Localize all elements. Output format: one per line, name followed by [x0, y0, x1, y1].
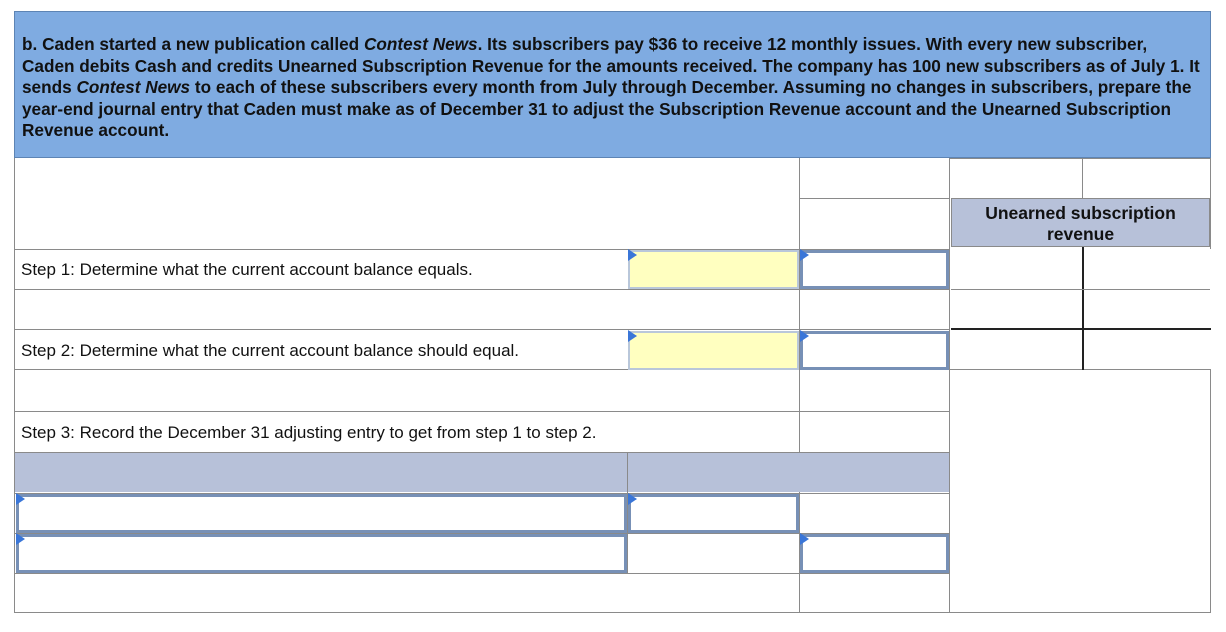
t-account-header	[951, 198, 1210, 247]
dropdown-arrow-icon	[800, 533, 809, 545]
publication-name: Contest News	[363, 34, 478, 54]
journal-header-band	[15, 453, 949, 492]
question-text-part1: Caden started a new publication called	[42, 34, 364, 54]
question-part: b.	[22, 34, 38, 54]
dropdown-arrow-icon	[628, 249, 637, 261]
step2-account-select[interactable]	[628, 331, 799, 370]
question-panel	[14, 11, 1211, 158]
dropdown-arrow-icon	[16, 493, 25, 505]
question-text-part3: to each of these subscribers every month from July through December. Assuming no changes in subscribers, prepare the year-end journal entry that Caden must make as of December 31 to adjust the Subscription Revenue account and the Unearned Subscription Revenue account.	[22, 77, 1192, 140]
dropdown-arrow-icon	[800, 330, 809, 342]
entry1-debit-input[interactable]	[628, 494, 799, 533]
question-text	[22, 34, 1202, 142]
step1-amount-input[interactable]	[800, 250, 949, 289]
publication-name-2: Contest News	[76, 77, 191, 97]
step1-account-select[interactable]	[628, 250, 799, 289]
dropdown-arrow-icon	[800, 249, 809, 261]
step3-label: Step 3: Record the December 31 adjusting entry to get from step 1 to step 2.	[21, 423, 597, 442]
t-account-title: Unearned subscription	[985, 203, 1176, 223]
t-account-title-line2: revenue	[1046, 224, 1115, 244]
entry2-account-select[interactable]	[16, 534, 627, 573]
dropdown-arrow-icon	[628, 330, 637, 342]
dropdown-arrow-icon	[16, 533, 25, 545]
step2-amount-input[interactable]	[800, 331, 949, 370]
step2-label: Step 2: Determine what the current account balance should equal.	[21, 341, 520, 360]
step1-label: Step 1: Determine what the current account balance equals.	[21, 260, 473, 279]
entry1-account-select[interactable]	[16, 494, 627, 533]
question-text-part2: . Its subscribers pay $36 to receive 12 monthly issues. With every new subscriber, Caden debits Cash and credits Unearned Subscription Revenue for the amounts received. The company has 100 new subscribers as of July 1. It sends	[22, 34, 1200, 97]
entry2-credit-input[interactable]	[800, 534, 949, 573]
dropdown-arrow-icon	[628, 493, 637, 505]
